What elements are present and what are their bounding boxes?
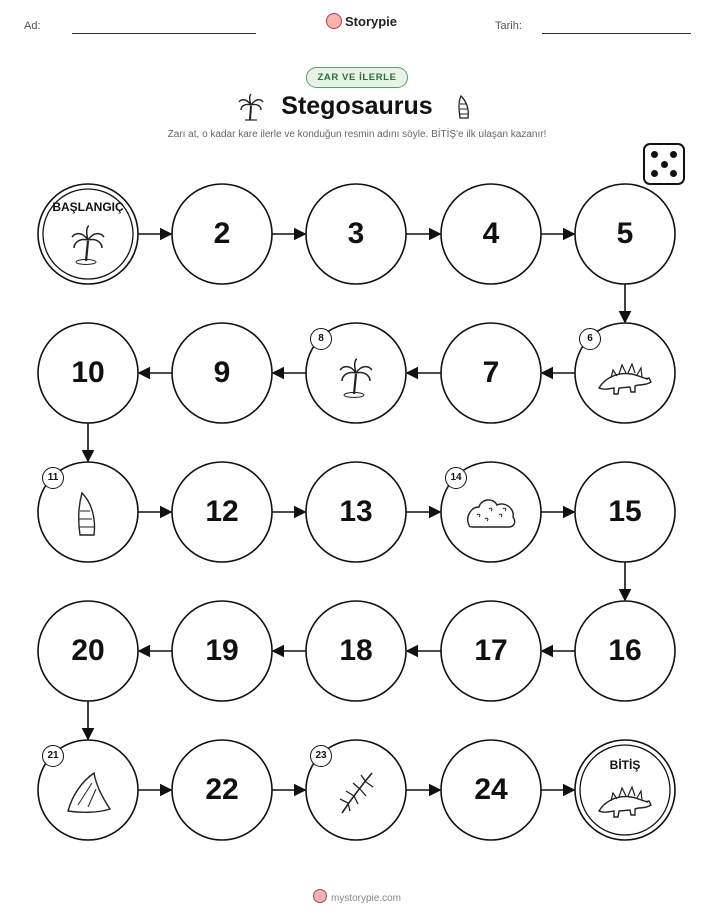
- cell-number: 19: [205, 634, 239, 667]
- cell-number: 24: [474, 773, 508, 806]
- footer-url: mystorypie.com: [330, 893, 401, 904]
- page-title: Stegosaurus: [281, 92, 433, 120]
- cell-number-badge: 8: [310, 328, 332, 350]
- cell-number: 10: [71, 356, 105, 389]
- cell-number: 15: [608, 495, 642, 528]
- start-cell: [38, 184, 138, 284]
- cell-number: 3: [347, 217, 365, 250]
- cell-number: 7: [482, 356, 500, 389]
- brand-name: Storypie: [345, 13, 398, 29]
- cell-number: 17: [474, 634, 508, 667]
- start-label: BAŞLANGIÇ: [52, 200, 124, 214]
- cell-number: 18: [339, 634, 373, 667]
- cell-number-badge: 21: [42, 745, 64, 767]
- cell-number-badge: 14: [445, 467, 467, 489]
- cell-number: 20: [71, 634, 105, 667]
- cell-number: 13: [339, 495, 373, 528]
- name-label: Ad:: [24, 20, 41, 32]
- cell-number-badge: 23: [310, 745, 332, 767]
- cell-number: 16: [608, 634, 642, 667]
- storypie-logo-icon: [313, 889, 327, 903]
- cell-number: 5: [616, 217, 634, 250]
- cell-number: 9: [213, 356, 231, 389]
- cell-number-badge: 6: [579, 328, 601, 350]
- footer: [0, 889, 714, 904]
- cell-number: 2: [213, 217, 231, 250]
- instructions: Zarı at, o kadar kare ilerle ve konduğun resmin adını söyle. BİTİŞ'e ilk ulaşan kazanır!: [167, 129, 547, 140]
- cell-number-badge: 11: [42, 467, 64, 489]
- date-label: Tarih:: [495, 20, 522, 32]
- finish-cell: [575, 740, 675, 840]
- finish-label: BİTİŞ: [609, 758, 641, 772]
- game-type-badge: ZAR VE İLERLE: [306, 67, 408, 88]
- cell-number: 12: [205, 495, 239, 528]
- cell-number: 4: [482, 217, 500, 250]
- cell-number: 22: [205, 773, 239, 806]
